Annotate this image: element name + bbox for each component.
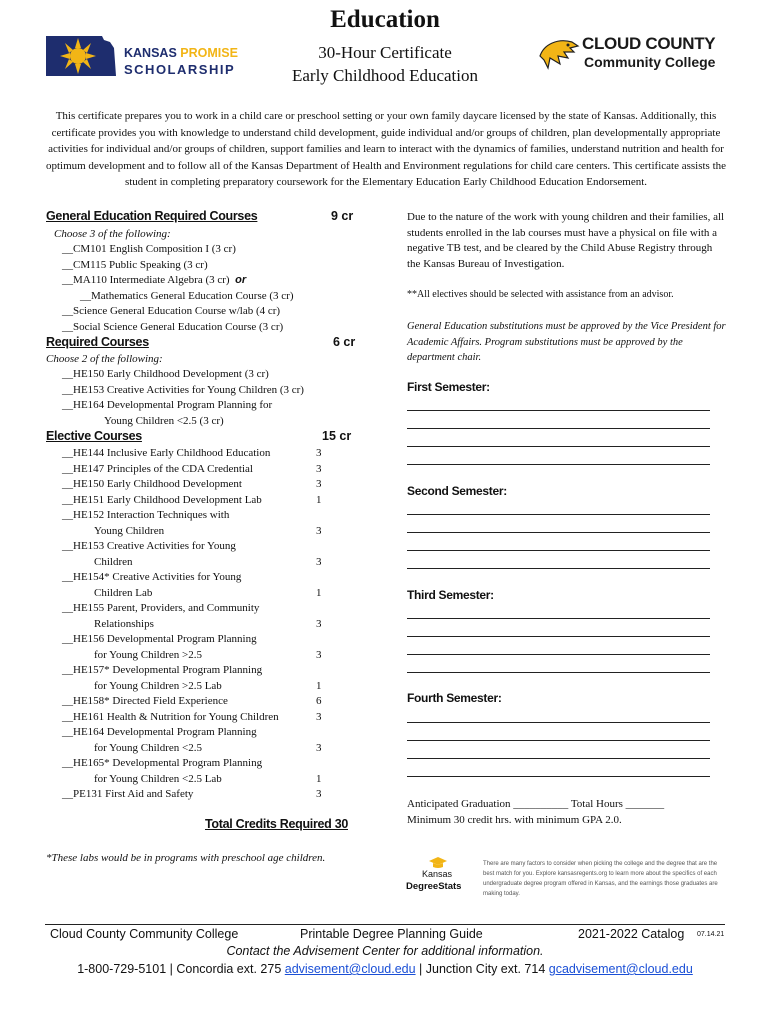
gen-ed-credits: 9 cr <box>331 209 354 223</box>
certificate-description: This certificate prepares you to work in a child care or preschool setting or your own family daycare licensed by the state of Kansas. Additionally, this certificate provides you with knowledge to understand child development, guide individual and/or groups of children, plan developmentally appropriate activities for individual and/or groups of children, support families and learn to interact with the dynamics of families, understand nutrition and health for optimum development and to follow all of the Kansas Department of Health and Environment regulations for child care centers. This certificate assists the student in completing preparatory coursework for the Elementary Education Early Childhood Education Endorsement. <box>45 110 727 188</box>
footer-divider <box>45 924 725 925</box>
cloud-county-logo <box>538 34 728 80</box>
list-item: Young Children <2.5 (3 cr) <box>104 415 224 427</box>
elective-course-row: __HE161 Health & Nutrition for Young Children <box>62 710 279 723</box>
planning-line[interactable] <box>407 532 710 533</box>
footer-phone-line: 1-800-729-5101 | Concordia ext. 275 advisement@cloud.edu | Junction City ext. 714 gcadvisement@cloud.edu <box>77 962 693 976</box>
elective-course-row: __HE150 Early Childhood Development <box>62 478 242 490</box>
planning-line[interactable] <box>407 776 710 777</box>
planning-line[interactable] <box>407 568 710 569</box>
planning-line[interactable] <box>407 550 710 551</box>
list-item: __Social Science General Education Course (3 cr) <box>62 321 284 333</box>
planning-line[interactable] <box>407 464 710 465</box>
elective-course-row: __HE158* Directed Field Experience <box>62 695 228 707</box>
fourth-semester-heading: Fourth Semester: <box>407 691 502 705</box>
elective-course-row: for Young Children >2.5 <box>94 648 202 661</box>
kansas-promise-wordmark: KANSAS PROMISE <box>124 46 238 60</box>
elective-credit: 3 <box>316 617 322 630</box>
footer-date: 07.14.21 <box>697 931 725 938</box>
advisement-email-link[interactable]: advisement@cloud.edu <box>284 962 416 976</box>
elective-course-row: __HE156 Developmental Program Planning <box>62 633 257 645</box>
list-item: __CM115 Public Speaking (3 cr) <box>62 259 208 271</box>
elective-credit: 3 <box>316 447 322 459</box>
elective-course-row: __HE153 Creative Activities for Young <box>62 540 236 552</box>
first-semester-heading: First Semester: <box>407 380 490 394</box>
certificate-name: 30-Hour Certificate <box>318 43 452 62</box>
program-name: Early Childhood Education <box>291 66 479 85</box>
elective-credit: 3 <box>316 648 322 661</box>
elective-course-row: __HE154* Creative Activities for Young <box>62 571 242 583</box>
planning-line[interactable] <box>407 428 710 429</box>
substitution-note: General Education substitutions must be approved by the Vice President for Academic Affairs. Program substitutions must be approved by the department chair. <box>407 321 726 363</box>
planning-line[interactable] <box>407 672 710 673</box>
planning-line[interactable] <box>407 514 710 515</box>
scholarship-wordmark: SCHOLARSHIP <box>124 62 236 77</box>
lab-footnote: *These labs would be in programs with preschool age children. <box>46 852 326 864</box>
elective-credit: 3 <box>316 788 322 800</box>
required-instruction: Choose 2 of the following: <box>46 353 163 365</box>
elective-course-row: Children <box>94 555 133 568</box>
gcadvisement-email-link[interactable]: gcadvisement@cloud.edu <box>548 962 693 976</box>
anticipated-graduation: Anticipated Graduation __________ Total Hours _______ <box>407 798 665 810</box>
list-item: __Mathematics General Education Course (3 cr) <box>80 290 294 302</box>
electives-credits: 15 cr <box>322 429 352 443</box>
footer-guide-title: Printable Degree Planning Guide <box>300 927 483 941</box>
elective-course-row: __HE165* Developmental Program Planning <box>62 757 263 769</box>
elective-credit: 3 <box>316 462 322 475</box>
tb-test-note: Due to the nature of the work with young children and their families, all students enrolled in the lab courses must have a physical on file with a negative TB test, and be cleared by the Child Abuse Registry through the Kansas Bureau of Investigation. <box>407 211 725 270</box>
list-item: __HE164 Developmental Program Planning for <box>62 399 273 411</box>
graduation-cap-icon <box>428 856 448 870</box>
elective-credit: 3 <box>316 555 322 568</box>
planning-line[interactable] <box>407 722 710 723</box>
cloud-county-wordmark: CLOUD COUNTY <box>582 34 716 53</box>
elective-course-row: Relationships <box>94 617 154 630</box>
elective-course-row: __HE147 Principles of the CDA Credential <box>62 462 253 475</box>
elective-course-row: __HE144 Inclusive Early Childhood Education <box>62 447 271 459</box>
planning-line[interactable] <box>407 446 710 447</box>
required-heading: Required Courses <box>46 335 149 349</box>
elective-course-row: __HE151 Early Childhood Development Lab <box>62 493 262 506</box>
thunderbird-icon <box>538 36 580 76</box>
gen-ed-instruction: Choose 3 of the following: <box>54 228 171 240</box>
degreestats-description: There are many factors to consider when picking the college and the degree that are the best match for you. Explore kansasregents.org to learn more about the specifics of each undergraduate degree program offered in Kansas, and the earnings those graduates are making today. <box>483 861 718 897</box>
elective-course-row: Young Children <box>94 524 165 537</box>
list-item: __CM101 English Composition I (3 cr) <box>62 243 236 255</box>
planning-line[interactable] <box>407 618 710 619</box>
elective-course-row: __HE152 Interaction Techniques with <box>62 509 230 521</box>
or-word: or <box>235 274 247 286</box>
list-item: __MA110 Intermediate Algebra (3 cr) or <box>62 274 247 286</box>
degreestats-logo: Kansas DegreeStats <box>406 856 472 896</box>
elective-course-row: __HE155 Parent, Providers, and Community <box>62 602 260 614</box>
required-credits: 6 cr <box>333 335 356 349</box>
footer-college: Cloud County Community College <box>50 927 239 941</box>
elective-credit: 3 <box>316 478 322 490</box>
planning-line[interactable] <box>407 654 710 655</box>
elective-credit: 3 <box>316 741 322 754</box>
planning-line[interactable] <box>407 636 710 637</box>
footer-contact: Contact the Advisement Center for additional information. <box>226 944 544 958</box>
elective-credit: 3 <box>316 524 322 537</box>
community-college-wordmark: Community College <box>584 54 716 70</box>
planning-line[interactable] <box>407 740 710 741</box>
elective-course-row: __HE157* Developmental Program Planning <box>62 664 263 676</box>
minimum-requirements: Minimum 30 credit hrs. with minimum GPA 2.0. <box>407 814 622 826</box>
advisor-note: **All electives should be selected with assistance from an advisor. <box>407 289 674 300</box>
elective-credit: 1 <box>316 679 322 692</box>
kansas-promise-logo <box>44 32 244 80</box>
elective-credit: 1 <box>316 772 322 785</box>
third-semester-heading: Third Semester: <box>407 588 494 602</box>
elective-credit: 1 <box>316 493 322 506</box>
list-item: __HE150 Early Childhood Development (3 cr) <box>62 368 269 380</box>
footer-catalog: 2021-2022 Catalog <box>578 927 685 941</box>
elective-course-row: for Young Children >2.5 Lab <box>94 679 222 692</box>
second-semester-heading: Second Semester: <box>407 484 507 498</box>
kansas-map-sun-icon <box>44 32 124 80</box>
elective-course-row: Children Lab <box>94 586 153 599</box>
elective-credit: 6 <box>316 695 322 707</box>
elective-credit: 1 <box>316 586 322 599</box>
elective-course-row: __HE164 Developmental Program Planning <box>62 726 257 738</box>
list-item: __Science General Education Course w/lab (4 cr) <box>62 305 281 317</box>
elective-credit: 3 <box>316 710 322 723</box>
planning-line[interactable] <box>407 758 710 759</box>
list-item: __HE153 Creative Activities for Young Children (3 cr) <box>62 384 304 396</box>
total-credits: Total Credits Required 30 <box>205 817 348 831</box>
elective-course-row: __PE131 First Aid and Safety <box>62 788 194 800</box>
planning-line[interactable] <box>407 410 710 411</box>
elective-course-row: for Young Children <2.5 Lab <box>94 772 222 785</box>
page-title: Education <box>330 6 440 33</box>
gen-ed-heading: General Education Required Courses <box>46 209 258 223</box>
elective-course-row: for Young Children <2.5 <box>94 741 202 754</box>
electives-heading: Elective Courses <box>46 429 142 443</box>
